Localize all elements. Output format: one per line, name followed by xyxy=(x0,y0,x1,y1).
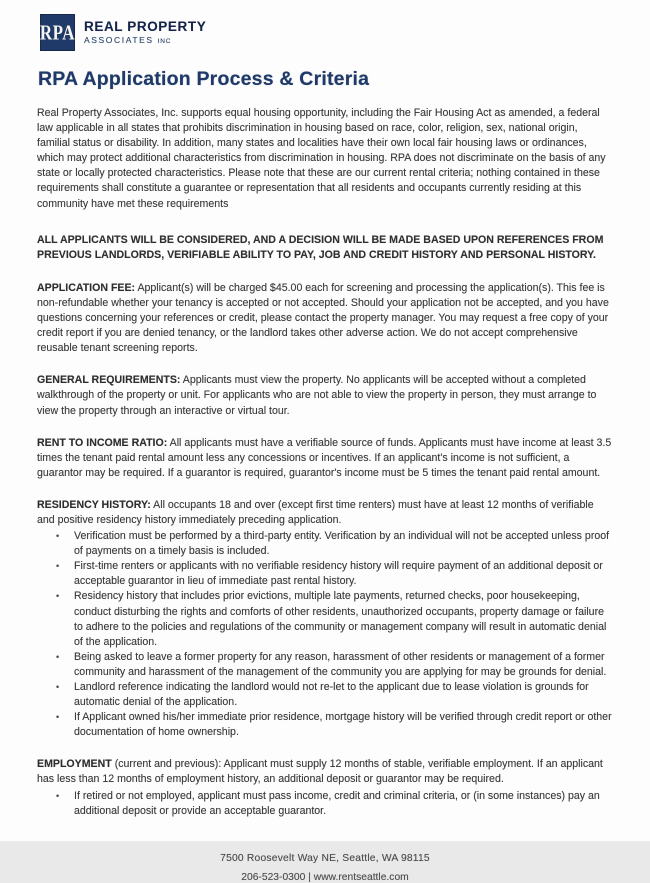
section-body: All applicants must have a verifiable source of funds. Applicants must have income at least 3.5 times the tenant paid rental amount less any concessions or incentives. If an applicant's income is not sufficient, a guarantor may be required. If a guarantor is required, guarantor's income must be 5 times the tenant paid rental amount. xyxy=(37,436,612,479)
footer-contact: 206-523-0300 | www.rentseattle.com xyxy=(241,871,409,883)
footer-address: 7500 Roosevelt Way NE, Seattle, WA 98115 xyxy=(220,852,430,864)
residency-bullet-list xyxy=(37,529,613,740)
list-item: • Verification must be performed by a third-party entity. Verification by an individual will not be accepted unless proof of payments on a timely basis is included. xyxy=(54,529,613,559)
intro-paragraph: Real Property Associates, Inc. supports equal housing opportunity, including the Fair Housing Act as amended, a federal law applicable in all states that prohibits discrimination in housing based on race, color, religion, sex, national origin, familial status or disability. In addition, many states and localities have their own local fair housing laws or ordinances, which may protect additional characteristics from discrimination in housing. RPA does not discriminate on the basis of any state or locally protected characteristics. Please note that these are our current rental criteria; nothing contained in these requirements shall constitute a guarantee or representation that all residents and occupants currently residing at this community have met these requirements xyxy=(37,107,606,210)
page-title: RPA Application Process & Criteria xyxy=(38,68,370,90)
section-general-requirements xyxy=(37,373,613,418)
section-employment xyxy=(37,757,613,818)
section-heading: RENT TO INCOME RATIO: xyxy=(37,436,168,449)
rpa-logo-icon xyxy=(40,14,75,51)
list-item: • Landlord reference indicating the landlord would not re-let to the applicant due to lease violation is grounds for automatic denial of the application. xyxy=(54,680,613,710)
list-item: • If retired or not employed, applicant must pass income, credit and criminal criteria, or (in some instances) pay an additional deposit or provide an acceptable guarantor. xyxy=(54,789,613,819)
list-item: • First-time renters or applicants with no verifiable residency history will require payment of an additional deposit or acceptable guarantor in lieu of immediate past rental history. xyxy=(54,559,613,589)
section-heading: APPLICATION FEE: xyxy=(37,281,136,294)
section-body: All occupants 18 and over (except first time renters) must have at least 12 months of verifiable and positive residency history immediately preceding application. xyxy=(37,498,594,526)
list-item: • Being asked to leave a former property for any reason, harassment of other residents or management of a former community and harassment of the management of the community you are applying for may be grounds for denial. xyxy=(54,650,613,680)
section-body: Applicants must view the property. No applicants will be accepted without a completed walkthrough of the property or unit. For applicants who are not able to view the property in person, they must arrange to view the property through an interactive or virtual tour. xyxy=(37,374,597,417)
section-heading: EMPLOYMENT xyxy=(37,758,112,771)
list-item: • Residency history that includes prior evictions, multiple late payments, returned checks, poor housekeeping, conduct disturbing the rights and comforts of other residents, unauthorized occupants, property damage or failure to adhere to the policies and regulations of the community or management company will result in automatic denial of the application. xyxy=(54,589,613,649)
notice-paragraph: ALL APPLICANTS WILL BE CONSIDERED, AND A DECISION WILL BE MADE BASED UPON REFERENCES FROM PREVIOUS LANDLORDS, VERIFIABLE ABILITY TO PAY, JOB AND CREDIT HISTORY AND PERSONAL HISTORY. xyxy=(37,233,604,262)
section-paragraph xyxy=(37,281,613,356)
section-paragraph xyxy=(37,373,613,418)
logo-wordmark xyxy=(84,20,206,46)
logo-company-subname: ASSOCIATES INC xyxy=(84,35,172,45)
section-heading: RESIDENCY HISTORY: xyxy=(37,498,151,511)
list-item: • If Applicant owned his/her immediate prior residence, mortgage history will be verified through credit report or other documentation of home ownership. xyxy=(54,710,613,740)
document-footer xyxy=(37,853,613,883)
company-logo xyxy=(40,14,613,51)
logo-inc-suffix: INC xyxy=(157,38,172,45)
employment-bullet-list xyxy=(37,789,613,819)
logo-monogram: RPA xyxy=(39,20,76,44)
section-body: Applicant(s) will be charged $45.00 each for screening and processing the application(s). This fee is non-refundable whether your tenancy is accepted or not accepted. Should your application not be accepted, and you have questions concerning your references or credit, please contact the property manager. You may request a free copy of your credit report if you are denied tenancy, or the landlord takes other adverse action. We do not accept comprehensive reusable tenant screening reports. xyxy=(37,281,609,355)
section-rent-to-income xyxy=(37,436,613,481)
logo-company-name: REAL PROPERTY xyxy=(84,18,207,34)
section-body: (current and previous): Applicant must supply 12 months of stable, verifiable employment. If an applicant has less than 12 months of employment history, an additional deposit or guarantor may be required. xyxy=(37,758,603,786)
section-residency-history xyxy=(37,498,613,741)
section-paragraph xyxy=(37,498,613,528)
section-heading: GENERAL REQUIREMENTS: xyxy=(37,374,181,387)
section-application-fee xyxy=(37,281,613,356)
section-paragraph xyxy=(37,757,613,787)
section-paragraph xyxy=(37,436,613,481)
